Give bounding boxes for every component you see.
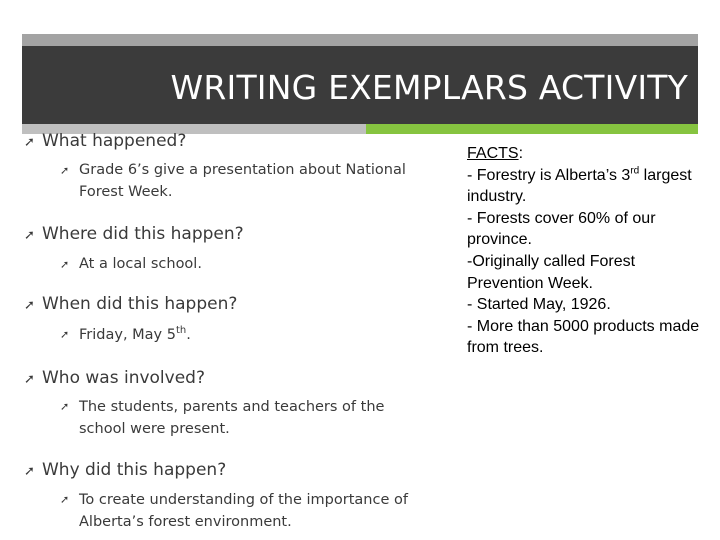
answer-when-text: Friday, May 5 <box>79 327 176 343</box>
arrow-bullet-icon: ➚ <box>60 164 70 177</box>
fact-forestry-sup: rd <box>630 165 640 177</box>
answer-when <box>79 324 419 346</box>
arrow-bullet-icon: ➚ <box>60 328 70 341</box>
arrow-bullet-icon: ➚ <box>24 464 35 479</box>
answer-why: To create understanding of the importance of Alberta’s forest environment. <box>79 492 408 530</box>
facts-heading-colon: : <box>518 145 524 162</box>
question-where: Where did this happen? <box>42 224 244 244</box>
arrow-bullet-icon: ➚ <box>24 298 35 313</box>
title-bar <box>22 46 698 124</box>
fact-forestry-text: - Forestry is Alberta’s 3 <box>467 166 631 184</box>
fact-started: - Started May, 1926. <box>467 296 611 314</box>
fact-forestry <box>467 165 707 208</box>
accent-bar-green <box>366 124 698 134</box>
arrow-bullet-icon: ➚ <box>60 400 70 413</box>
answer-when-sup: th <box>175 325 187 337</box>
fact-products: - More than 5000 products made from trees. <box>467 317 700 357</box>
arrow-bullet-icon: ➚ <box>60 258 70 271</box>
title-top-strip <box>22 34 698 46</box>
fact-cover: - Forests cover 60% of our province. <box>467 209 656 249</box>
slide-title: WRITING EXEMPLARS ACTIVITY <box>170 68 688 107</box>
facts-box <box>467 143 707 359</box>
answer-when-suffix: . <box>186 327 191 343</box>
answer-where: At a local school. <box>79 256 202 272</box>
fact-forestry-suffix: largest industry. <box>467 166 692 206</box>
arrow-bullet-icon: ➚ <box>24 372 35 387</box>
question-when: When did this happen? <box>42 294 238 314</box>
question-what: What happened? <box>42 131 187 151</box>
arrow-bullet-icon: ➚ <box>24 135 35 150</box>
answer-what: Grade 6’s give a presentation about National Forest Week. <box>79 162 406 200</box>
question-why: Why did this happen? <box>42 460 227 480</box>
facts-heading: FACTS <box>467 145 519 162</box>
facts-heading-line <box>467 143 707 165</box>
arrow-bullet-icon: ➚ <box>60 493 70 506</box>
fact-original-name: -Originally called Forest Prevention Week. <box>467 252 636 292</box>
answer-who: The students, parents and teachers of the school were present. <box>79 399 385 437</box>
arrow-bullet-icon: ➚ <box>24 228 35 243</box>
question-who: Who was involved? <box>42 368 205 388</box>
